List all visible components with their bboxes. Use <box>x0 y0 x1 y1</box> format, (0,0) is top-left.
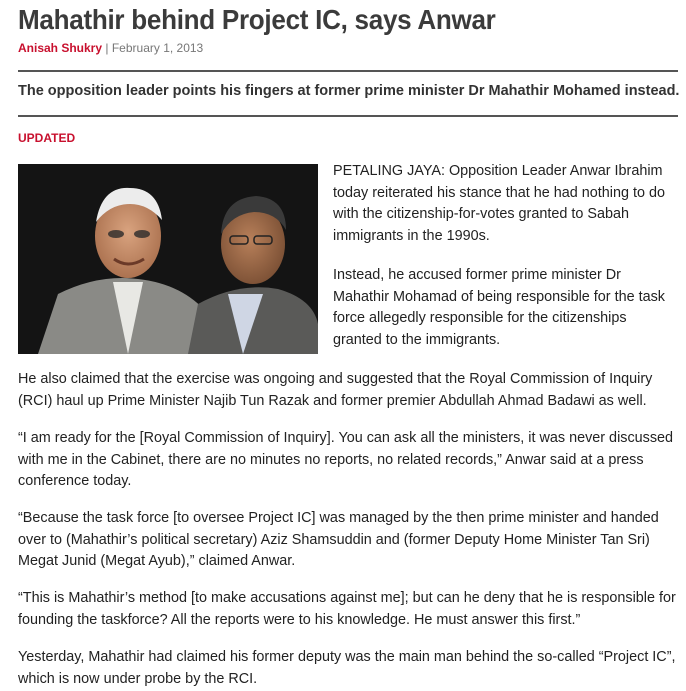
paragraph-6: “This is Mahathir’s method [to make accusations against me]; but can he deny that he is responsible for founding the taskforce? All the reports were to his knowledge. He must answer this first.” <box>18 590 676 628</box>
divider-bottom <box>18 115 678 117</box>
paragraph-1: PETALING JAYA: Opposition Leader Anwar Ibrahim today reiterated his stance that he had nothing to do with the citizenship-for-votes granted to Sabah immigrants in the 1990s. <box>333 163 666 244</box>
byline <box>18 41 203 55</box>
paragraph-7: Yesterday, Mahathir had claimed his former deputy was the main man behind the so-called “Project IC”, which is now under probe by the RCI. <box>18 649 676 687</box>
photo-of-two-men-icon <box>18 164 318 354</box>
paragraph-2: Instead, he accused former prime minister Dr Mahathir Mohamad of being responsible for the task force allegedly responsible for the citizenships granted to the immigrants. <box>333 267 665 348</box>
author-link[interactable]: Anisah Shukry <box>18 41 103 55</box>
paragraph-5: “Because the task force [to oversee Project IC] was managed by the then prime minister and handed over to (Mahathir’s political secretary) Aziz Shamsuddin and (former Deputy Home Minister Tan Sri) Megat Junid (Megat Ayub),” claimed Anwar. <box>18 510 659 569</box>
paragraph-4: “I am ready for the [Royal Commission of Inquiry]. You can ask all the ministers, it was never discussed with me in the Cabinet, there are no minutes no reports, no related records,” Anwar said at a press conference today. <box>18 430 674 489</box>
byline-separator: | <box>105 41 109 55</box>
updated-label: UPDATED <box>18 131 76 145</box>
article-title: Mahathir behind Project IC, says Anwar <box>18 4 496 35</box>
article-photo <box>18 164 318 354</box>
divider-top <box>18 70 678 72</box>
article-summary: The opposition leader points his fingers at former prime minister Dr Mahathir Mohamed instead. <box>18 83 680 99</box>
publish-date: February 1, 2013 <box>111 41 204 55</box>
paragraph-3: He also claimed that the exercise was ongoing and suggested that the Royal Commission of Inquiry (RCI) haul up Prime Minister Najib Tun Razak and former premier Abdullah Ahmad Badawi as well. <box>18 371 653 409</box>
